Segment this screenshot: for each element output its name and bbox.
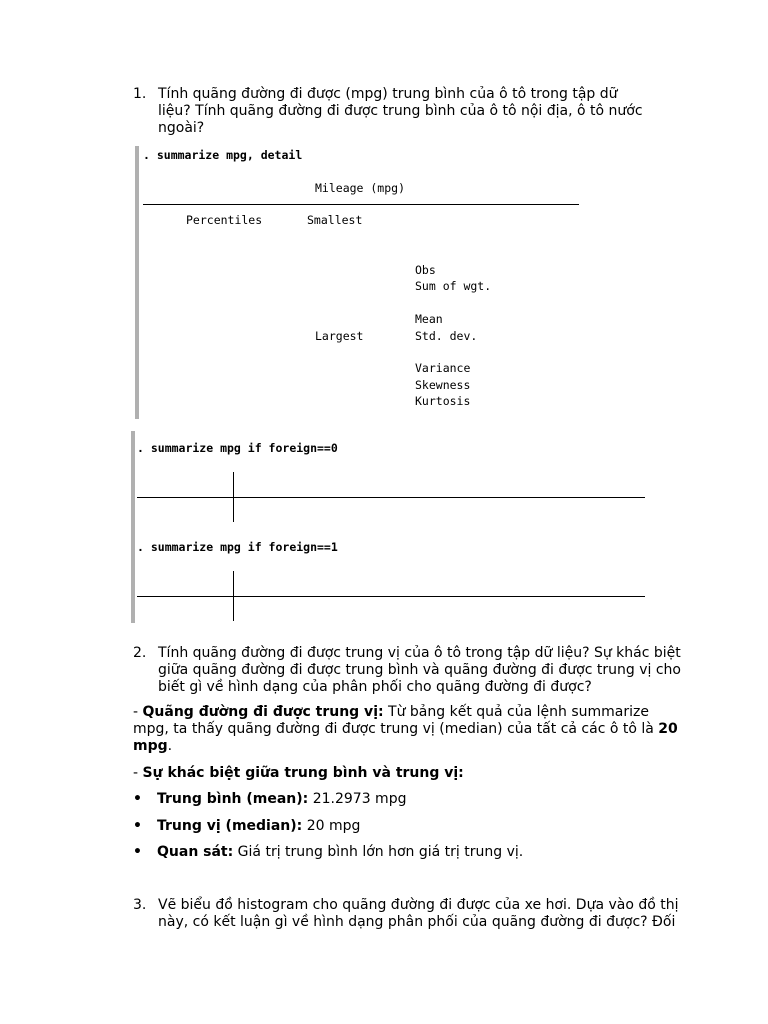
answer-heading: Sự khác biệt giữa trung bình và trung vị: (142, 765, 464, 781)
header-largest: Largest (315, 329, 364, 343)
question-line: Tính quãng đường đi được trung vị của ô tô trong tập dữ liệu? Sự khác biệt (158, 645, 681, 661)
stat-label: Std. dev. (415, 329, 478, 343)
bullet-label: Trung bình (mean): (157, 791, 309, 807)
stata-command: . summarize mpg if foreign==1 (137, 540, 338, 554)
answer-median (133, 704, 693, 755)
question-line: biết gì về hình dạng của phân phối cho quãng đường đi được? (158, 679, 592, 695)
table-rule (137, 497, 645, 498)
bullet-icon: • (133, 791, 142, 807)
question-line: Tính quãng đường đi được (mpg) trung bình của ô tô trong tập dữ (158, 86, 618, 102)
question-line: giữa quãng đường đi được trung bình và quãng đường đi được trung vị cho (158, 662, 681, 678)
answer-unit: mpg (133, 738, 168, 754)
answer-period: . (167, 738, 173, 754)
result-window-border (131, 431, 135, 623)
question-number: 1. (133, 86, 147, 102)
question-number: 2. (133, 645, 147, 661)
question-line: Vẽ biểu đồ histogram cho quãng đường đi được của xe hơi. Dựa vào đồ thị (158, 897, 679, 913)
answer-text: Từ bảng kết quả của lệnh summarize (383, 704, 649, 720)
question-line: ngoài? (158, 120, 205, 136)
bullet-value: 21.2973 mpg (308, 791, 407, 807)
stat-label: Obs (415, 263, 436, 277)
bullet-label: Quan sát: (157, 844, 234, 860)
answer-value: 20 (658, 721, 678, 737)
table-rule (137, 596, 645, 597)
stat-label: Sum of wgt. (415, 279, 492, 293)
question-number: 3. (133, 897, 147, 913)
question-line: này, có kết luận gì về hình dạng phân phối của quãng đường đi được? Đối (158, 914, 676, 930)
bullet-label: Trung vị (median): (157, 818, 303, 834)
header-smallest: Smallest (307, 213, 363, 227)
bullet-icon: • (133, 818, 142, 834)
bullet-icon: • (133, 844, 142, 860)
question-1 (133, 86, 643, 137)
question-3 (133, 897, 679, 931)
bullet-value: Giá trị trung bình lớn hơn giá trị trung vị. (233, 844, 524, 860)
dash: - (133, 704, 143, 720)
header-percentiles: Percentiles (186, 213, 263, 227)
question-line: liệu? Tính quãng đường đi được trung bình của ô tô nội địa, ô tô nước (158, 103, 643, 119)
stat-label: Variance (415, 361, 471, 375)
stat-label: Kurtosis (415, 394, 471, 408)
stata-command: . summarize mpg, detail (143, 148, 303, 162)
answer-difference-heading (133, 765, 464, 782)
result-window-border (135, 146, 139, 419)
table-title: Mileage (mpg) (315, 181, 406, 195)
stata-command: . summarize mpg if foreign==0 (137, 441, 338, 455)
stat-label: Mean (415, 312, 443, 326)
table-rule (143, 204, 579, 205)
stat-label: Skewness (415, 378, 471, 392)
question-2 (133, 645, 681, 696)
dash: - (133, 765, 143, 781)
bullet-value: 20 mpg (302, 818, 361, 834)
answer-text: mpg, ta thấy quãng đường đi được trung vị (median) của tất cả các ô tô là (133, 721, 659, 737)
answer-heading: Quãng đường đi được trung vị: (142, 704, 384, 720)
